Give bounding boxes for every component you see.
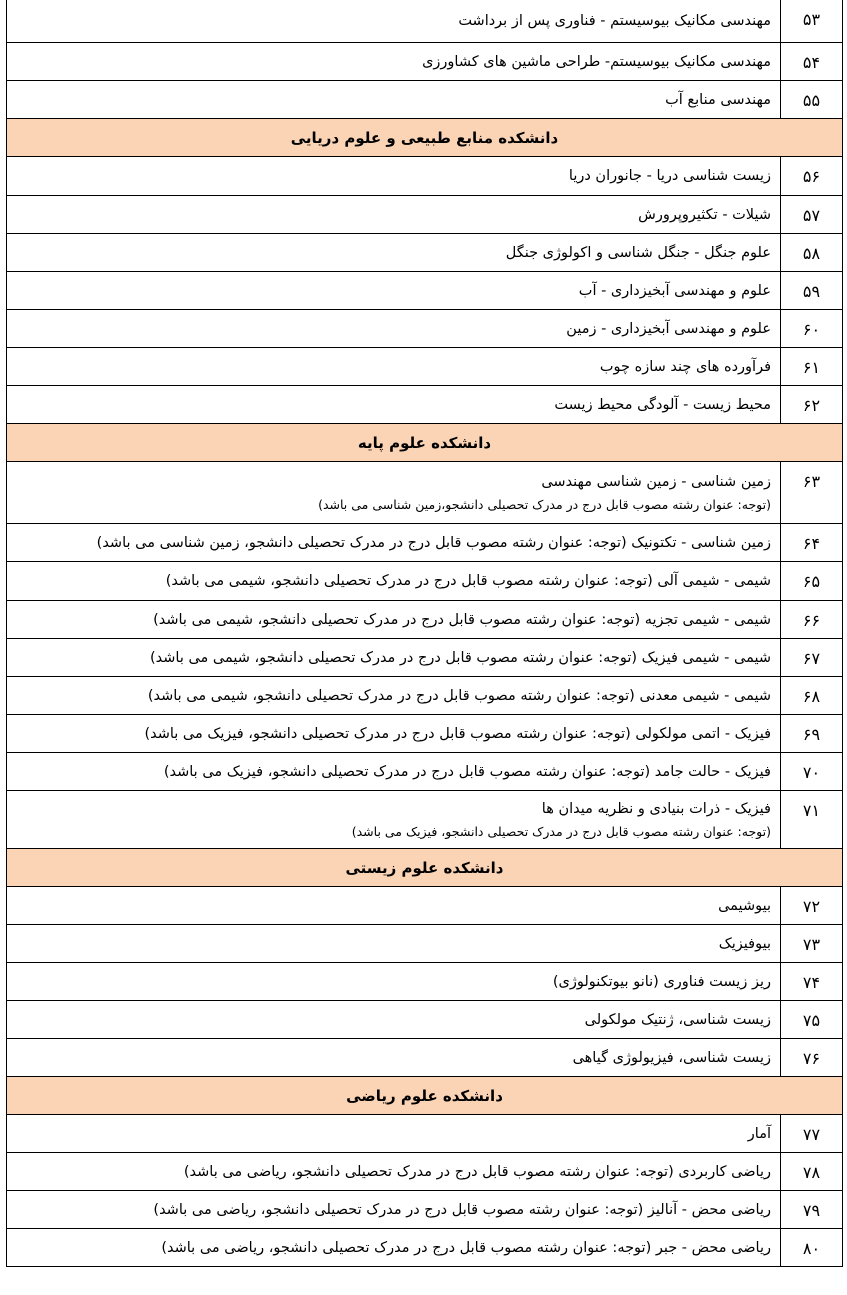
- program-cell: [7, 1229, 780, 1266]
- program-name: ریز زیست فناوری (نانو بیوتکنولوژی): [552, 973, 771, 990]
- program-name: ریاضی محض - جبر (توجه: عنوان رشته مصوب قابل درج در مدرک تحصیلی دانشجو، ریاضی می باشد): [161, 1239, 771, 1256]
- row-number: ۵۴: [780, 43, 842, 80]
- program-cell: [7, 386, 780, 423]
- table-row: [7, 1039, 842, 1077]
- row-number: ۶۷: [780, 639, 842, 676]
- row-number: ۷۸: [780, 1153, 842, 1190]
- table-row: [7, 157, 842, 196]
- row-number: ۷۴: [780, 963, 842, 1000]
- program-cell: [7, 1115, 780, 1152]
- row-number: ۵۳: [780, 0, 842, 42]
- program-cell: [7, 753, 780, 790]
- program-note: (توجه: عنوان رشته مصوب قابل درج در مدرک تحصیلی دانشجو،زمین شناسی می باشد): [318, 496, 771, 512]
- table-row: [7, 462, 842, 524]
- program-name: علوم جنگل - جنگل شناسی و اکولوژی جنگل: [505, 244, 771, 261]
- table-row: [7, 1115, 842, 1153]
- program-cell: [7, 601, 780, 638]
- program-cell: [7, 310, 780, 347]
- row-number: ۶۵: [780, 562, 842, 600]
- faculty-header: دانشکده علوم پایه: [7, 424, 842, 462]
- row-number: ۵۵: [780, 81, 842, 118]
- program-name: فیزیک - ذرات بنیادی و نظریه میدان ها: [541, 800, 771, 817]
- faculty-header: دانشکده علوم زیستی: [7, 849, 842, 887]
- program-cell: [7, 81, 780, 118]
- program-cell: [7, 196, 780, 233]
- table-row: [7, 81, 842, 119]
- row-number: ۷۲: [780, 887, 842, 924]
- program-cell: [7, 43, 780, 80]
- row-number: ۶۸: [780, 677, 842, 714]
- program-name: آمار: [747, 1125, 771, 1142]
- program-cell: [7, 524, 780, 561]
- table-row: [7, 963, 842, 1001]
- row-number: ۶۶: [780, 601, 842, 638]
- program-name: زیست شناسی دریا - جانوران دریا: [568, 168, 771, 184]
- program-cell: [7, 1039, 780, 1076]
- program-name: فیزیک - حالت جامد (توجه: عنوان رشته مصوب قابل درج در مدرک تحصیلی دانشجو، فیزیک می باشد): [163, 763, 771, 780]
- program-note: (توجه: عنوان رشته مصوب قابل درج در مدرک تحصیلی دانشجو، فیزیک می باشد): [351, 823, 771, 839]
- program-name: زمین شناسی - زمین شناسی مهندسی: [541, 473, 771, 490]
- program-name: محیط زیست - آلودگی محیط زیست: [554, 396, 771, 413]
- row-number: ۵۶: [780, 157, 842, 195]
- row-number: ۶۳: [780, 462, 842, 523]
- table-row: [7, 0, 842, 43]
- table-row: [7, 677, 842, 715]
- program-cell: [7, 234, 780, 271]
- row-number: ۵۹: [780, 272, 842, 309]
- table-row: [7, 562, 842, 601]
- row-number: ۷۳: [780, 925, 842, 962]
- program-cell: [7, 272, 780, 309]
- table-row: [7, 348, 842, 386]
- row-number: ۸۰: [780, 1229, 842, 1266]
- program-name: زیست شناسی، ژنتیک مولکولی: [584, 1011, 771, 1028]
- table-row: [7, 1001, 842, 1039]
- program-name: بیوفیزیک: [718, 935, 771, 952]
- table-row: [7, 1191, 842, 1229]
- row-number: ۶۰: [780, 310, 842, 347]
- row-number: ۶۴: [780, 524, 842, 561]
- table-row: [7, 272, 842, 310]
- row-number: ۷۰: [780, 753, 842, 790]
- table-row: [7, 791, 842, 849]
- table-row: [7, 1153, 842, 1191]
- program-name: شیمی - شیمی آلی (توجه: عنوان رشته مصوب قابل درج در مدرک تحصیلی دانشجو، شیمی می باشد): [165, 573, 771, 589]
- table-row: [7, 1229, 842, 1267]
- row-number: ۶۲: [780, 386, 842, 423]
- row-number: ۷۶: [780, 1039, 842, 1076]
- row-number: ۷۹: [780, 1191, 842, 1228]
- table-row: [7, 310, 842, 348]
- program-cell: [7, 715, 780, 752]
- row-number: ۵۷: [780, 196, 842, 233]
- program-cell: [7, 791, 780, 848]
- program-name: مهندسی مکانیک بیوسیستم - فناوری پس از برداشت: [458, 13, 771, 29]
- table-row: [7, 887, 842, 925]
- program-cell: [7, 639, 780, 676]
- program-name: شیمی - شیمی معدنی (توجه: عنوان رشته مصوب قابل درج در مدرک تحصیلی دانشجو، شیمی می باشد): [147, 687, 771, 704]
- program-cell: [7, 462, 780, 523]
- program-cell: [7, 1153, 780, 1190]
- table-row: [7, 524, 842, 562]
- program-name: زمین شناسی - تکتونیک (توجه: عنوان رشته مصوب قابل درج در مدرک تحصیلی دانشجو، زمین شناسی می باشد): [96, 534, 771, 551]
- row-number: ۶۱: [780, 348, 842, 385]
- table-row: [7, 196, 842, 234]
- program-name: شیلات - تکثیروپرورش: [638, 206, 771, 223]
- program-name: مهندسی مکانیک بیوسیستم- طراحی ماشین های کشاورزی: [422, 53, 771, 70]
- program-cell: [7, 925, 780, 962]
- program-cell: [7, 1001, 780, 1038]
- program-cell: [7, 562, 780, 600]
- program-name: علوم و مهندسی آبخیزداری - آب: [578, 282, 771, 299]
- program-cell: [7, 887, 780, 924]
- table-row: [7, 925, 842, 963]
- program-name: بیوشیمی: [718, 897, 771, 914]
- program-name: ریاضی محض - آنالیز (توجه: عنوان رشته مصوب قابل درج در مدرک تحصیلی دانشجو، ریاضی می باشد): [153, 1201, 771, 1218]
- program-name: فرآورده های چند سازه چوب: [599, 358, 771, 375]
- row-number: ۷۵: [780, 1001, 842, 1038]
- program-cell: [7, 677, 780, 714]
- program-cell: [7, 1191, 780, 1228]
- program-name: زیست شناسی، فیزیولوژی گیاهی: [572, 1049, 771, 1066]
- table-row: [7, 601, 842, 639]
- table-row: [7, 234, 842, 272]
- table-row: [7, 715, 842, 753]
- row-number: ۷۷: [780, 1115, 842, 1152]
- programs-table: [6, 0, 843, 1267]
- program-name: شیمی - شیمی تجزیه (توجه: عنوان رشته مصوب قابل درج در مدرک تحصیلی دانشجو، شیمی می باشد): [153, 611, 771, 628]
- faculty-header: دانشکده علوم ریاضی: [7, 1077, 842, 1115]
- program-name: مهندسی منابع آب: [665, 91, 771, 108]
- program-cell: [7, 157, 780, 195]
- program-cell: [7, 963, 780, 1000]
- table-row: [7, 639, 842, 677]
- program-cell: [7, 0, 780, 42]
- program-cell: [7, 348, 780, 385]
- program-name: فیزیک - اتمی مولکولی (توجه: عنوان رشته مصوب قابل درج در مدرک تحصیلی دانشجو، فیزیک می باشد): [144, 725, 771, 742]
- table-row: [7, 43, 842, 81]
- row-number: ۶۹: [780, 715, 842, 752]
- program-name: شیمی - شیمی فیزیک (توجه: عنوان رشته مصوب قابل درج در مدرک تحصیلی دانشجو، شیمی می باشد): [149, 649, 771, 666]
- program-name: ریاضی کاربردی (توجه: عنوان رشته مصوب قابل درج در مدرک تحصیلی دانشجو، ریاضی می باشد): [183, 1163, 771, 1180]
- row-number: ۷۱: [780, 791, 842, 848]
- table-row: [7, 386, 842, 424]
- faculty-header: دانشکده منابع طبیعی و علوم دریایی: [7, 119, 842, 157]
- row-number: ۵۸: [780, 234, 842, 271]
- table-row: [7, 753, 842, 791]
- program-name: علوم و مهندسی آبخیزداری - زمین: [566, 320, 771, 337]
